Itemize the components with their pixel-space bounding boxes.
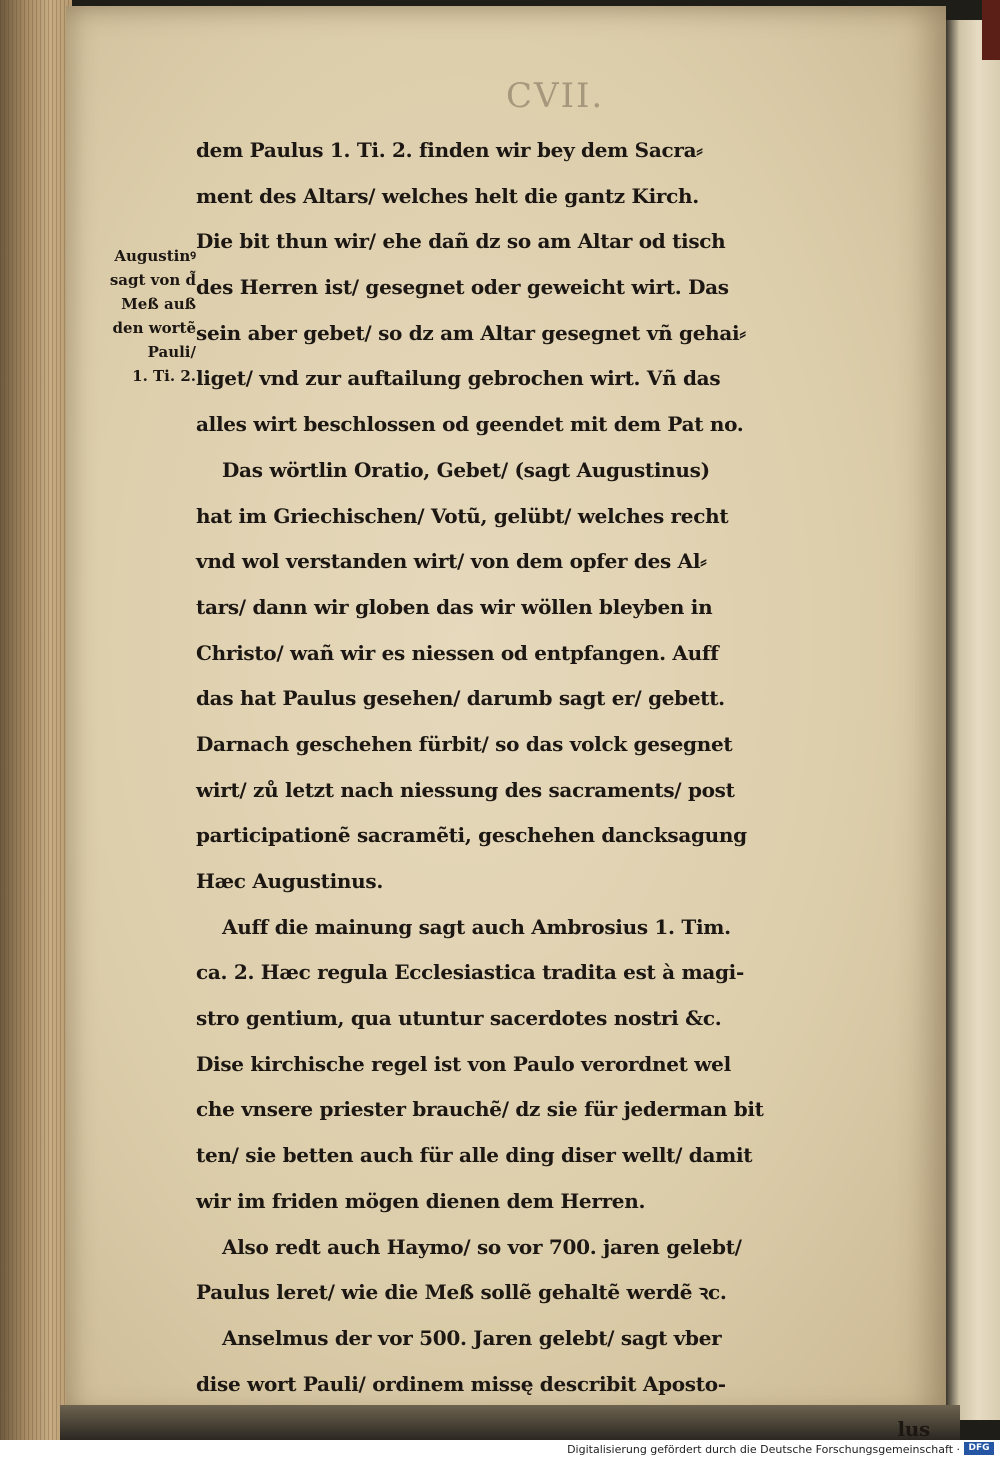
- text-line: Dise kirchische regel ist von Paulo verordnet wel: [196, 1051, 731, 1076]
- text-line: dise wort Pauli/ ordinem missę describit Aposto-: [196, 1371, 726, 1396]
- text-line: Darnach geschehen fürbit/ so das volck gesegnet: [196, 731, 733, 756]
- text-line: che vnsere priester brauchẽ/ dz sie für jederman bit: [196, 1097, 764, 1122]
- margin-note-line: Pauli/: [147, 343, 196, 361]
- margin-note-line: Meß auß: [121, 295, 196, 313]
- text-line: wir im friden mögen dienen dem Herren.: [196, 1188, 646, 1213]
- catchword: lus: [897, 1417, 930, 1440]
- text-line: Also redt auch Haymo/ so vor 700. jaren gelebt/: [222, 1234, 742, 1259]
- book-edge-left: [0, 0, 72, 1440]
- book-edge-right: [946, 20, 1000, 1420]
- text-line: Paulus leret/ wie die Meß sollẽ gehaltẽ werdẽ ꝛc.: [196, 1280, 727, 1305]
- text-line: participationẽ sacramẽti, geschehen dancksagung: [196, 823, 747, 848]
- text-line: sein aber gebet/ so dz am Altar gesegnet vñ gehai⸗: [196, 320, 746, 345]
- text-line: stro gentium, qua utuntur sacerdotes nostri &c.: [196, 1006, 722, 1031]
- text-line: liget/ vnd zur auftailung gebrochen wirt. Vñ das: [196, 366, 721, 391]
- text-line: ca. 2. Hæc regula Ecclesiastica tradita est à magi-: [196, 960, 744, 985]
- text-line: alles wirt beschlossen od geendet mit dem Pat no.: [196, 412, 744, 437]
- dfg-logo: DFG: [964, 1442, 994, 1455]
- text-line: dem Paulus 1. Ti. 2. finden wir bey dem Sacra⸗: [196, 138, 703, 162]
- text-line: ten/ sie betten auch für alle ding diser wellt/ damit: [196, 1143, 753, 1168]
- margin-note-line: 1. Ti. 2.: [132, 367, 196, 385]
- margin-note-line: sagt von d̃: [109, 271, 196, 289]
- body-text: [196, 128, 936, 1440]
- text-line: wirt/ zů letzt nach niessung des sacraments/ post: [196, 777, 735, 802]
- margin-note: [84, 244, 196, 388]
- text-line: Auff die mainung sagt auch Ambrosius 1. Tim.: [222, 914, 731, 939]
- text-line: hat im Griechischen/ Votũ, gelübt/ welches recht: [196, 503, 729, 528]
- margin-note-line: den wortẽ: [112, 319, 196, 337]
- text-line: Christo/ wañ wir es niessen od entpfangen. Auff: [196, 640, 719, 665]
- text-line: ment des Altars/ welches helt die gantz Kirch.: [196, 183, 699, 208]
- text-line: vnd wol verstanden wirt/ von dem opfer des Al⸗: [196, 549, 707, 574]
- text-line: Die bit thun wir/ ehe dañ dz so am Altar od tisch: [196, 229, 726, 254]
- text-line: das hat Paulus gesehen/ darumb sagt er/ gebett.: [196, 686, 725, 711]
- footer-credit: Digitalisierung gefördert durch die Deutsche Forschungsgemeinschaft ·: [567, 1443, 960, 1456]
- text-line: des Herren ist/ gesegnet oder geweicht wirt. Das: [196, 275, 729, 300]
- margin-note-line: Augustinꝰ: [114, 247, 196, 265]
- page-number-ghost: CVII.: [506, 76, 605, 116]
- text-line: Anselmus der vor 500. Jaren gelebt/ sagt vber: [222, 1325, 722, 1350]
- text-line: Hæc Augustinus.: [196, 869, 384, 893]
- text-line: tars/ dann wir globen das wir wöllen bleyben in: [196, 594, 713, 619]
- text-line: Das wörtlin Oratio, Gebet/ (sagt Augustinus): [222, 457, 710, 482]
